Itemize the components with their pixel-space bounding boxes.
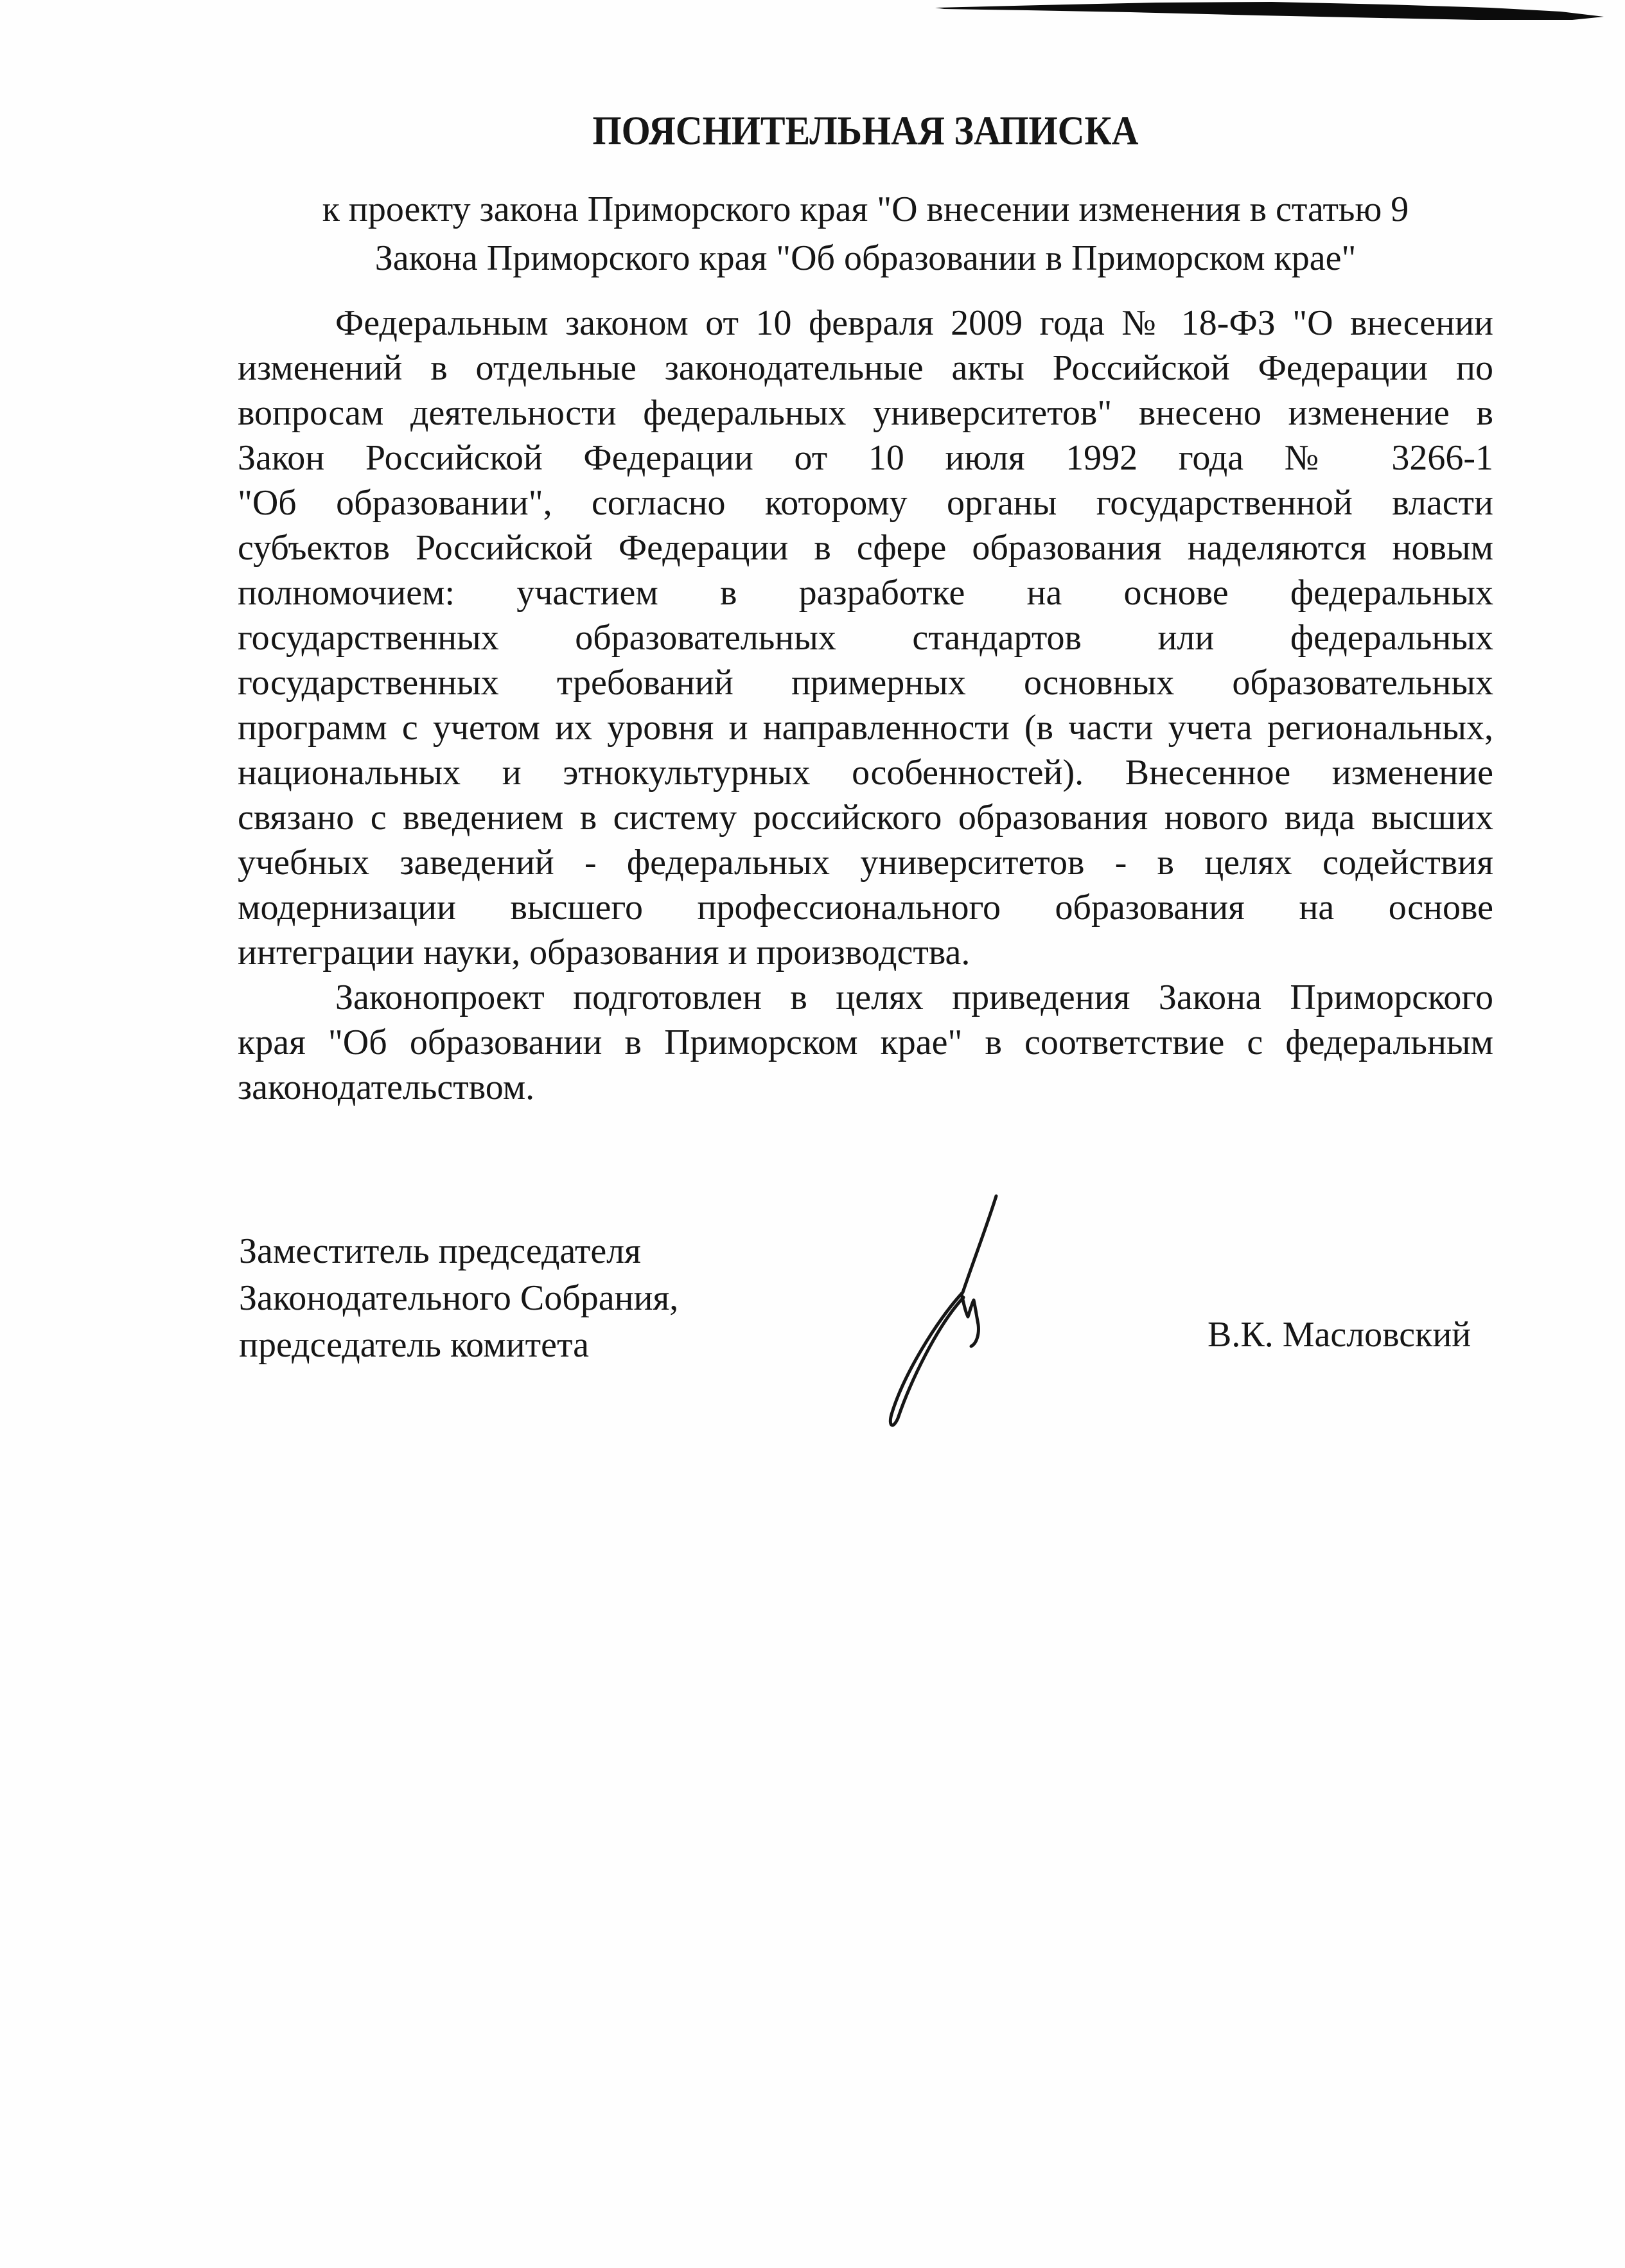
signatory-position-line: Заместитель председателя xyxy=(239,1231,641,1271)
body-text-line: государственных требований примерных основных образовательных xyxy=(238,663,1493,703)
scan-artifact-shape xyxy=(935,2,1604,20)
subtitle-line: Закона Приморского края "Об образовании в Приморском крае" xyxy=(374,238,1357,278)
body-text-line: изменений в отдельные законодательные акты Российской Федерации по xyxy=(238,348,1493,388)
handwritten-signature xyxy=(854,1175,1021,1445)
signature-stroke-squiggle xyxy=(962,1294,978,1346)
body-text-line: "Об образовании", согласно которому органы государственной власти xyxy=(238,483,1493,523)
body-text-line: учебных заведений - федеральных университетов - в целях содействия xyxy=(238,843,1493,883)
body-text-line: Законопроект подготовлен в целях приведения Закона Приморского xyxy=(335,978,1493,1017)
page-title: ПОЯСНИТЕЛЬНАЯ ЗАПИСКА xyxy=(592,107,1139,154)
body-text-line: Федеральным законом от 10 февраля 2009 года № 18-ФЗ "О внесении xyxy=(335,303,1493,343)
signatory-position-line: Законодательного Собрания, xyxy=(239,1278,679,1318)
body-text-line: интеграции науки, образования и производства. xyxy=(238,933,971,972)
signatory-name: В.К. Масловский xyxy=(1208,1315,1471,1355)
body-text-line: программ с учетом их уровня и направленности (в части учета региональных, xyxy=(238,708,1493,748)
body-text-line: края "Об образовании в Приморском крае" в соответствие с федеральным xyxy=(238,1023,1493,1062)
body-text-line: связано с введением в систему российского образования нового вида высших xyxy=(238,798,1493,838)
body-text-line: Закон Российской Федерации от 10 июля 1992 года № 3266-1 xyxy=(238,438,1493,478)
body-text-line: вопросам деятельности федеральных университетов" внесено изменение в xyxy=(238,393,1493,433)
scan-artifact-streak xyxy=(0,0,1625,39)
body-text-line: полномочием: участием в разработке на основе федеральных xyxy=(238,573,1493,613)
body-text-line: государственных образовательных стандартов или федеральных xyxy=(238,618,1493,658)
signature-stroke-loop xyxy=(890,1292,963,1425)
body-text-line: субъектов Российской Федерации в сфере образования наделяются новым xyxy=(238,528,1493,568)
paragraph-2 xyxy=(238,975,1493,1110)
body-text-line: национальных и этнокультурных особенностей). Внесенное изменение xyxy=(238,753,1493,793)
subtitle-line: к проекту закона Приморского края "О внесении изменения в статью 9 xyxy=(322,189,1409,229)
body-text-line: модернизации высшего профессионального образования на основе xyxy=(238,888,1493,927)
signatory-position-line: председатель комитета xyxy=(239,1325,589,1365)
signature-stroke-main xyxy=(963,1196,996,1292)
signatory-position-block xyxy=(239,1228,678,1369)
paragraph-1 xyxy=(238,301,1493,975)
body-text-line: законодательством. xyxy=(238,1068,535,1107)
document-body xyxy=(238,301,1493,1110)
document-subtitle xyxy=(238,185,1493,283)
